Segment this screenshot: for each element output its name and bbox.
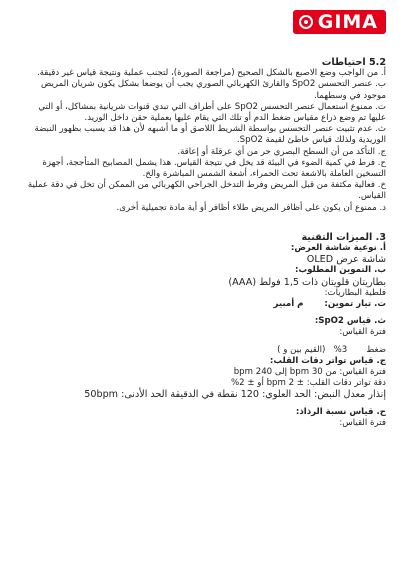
precaution-h: د. ممنوع أن يكون على أظافر المريض طلاء أظافر أو أية مادة تجميلية أخرى. <box>116 202 386 213</box>
display-type-value: شاشة عرض OLED <box>306 254 386 266</box>
pulse-alarm-upper: 120 نقطة في الدقيقة <box>170 389 260 401</box>
gima-logo <box>293 10 386 34</box>
heart-rate-range: فترة القياس: من 30 bpm إلى 240 bpm <box>233 367 386 378</box>
spo2-accuracy-value: 3% <box>333 344 348 355</box>
precaution-g: خ. فعالية مكثفة من قبل المريض وفرط التدخل الجراحي الكهربائي من الممكن أن تخل في دقة عملية القياس. <box>27 180 386 202</box>
precaution-c: ت. ممنوع استعمال عنصر التحسس SpO2 على أطراف التي تبدي قنوات شريانية بمشاكل، أو التي عليها تم وضع ذراع مقياس ضغط الدم أو تلك التي يقام عليها بعملية حقن داخل الوريد. <box>38 101 386 124</box>
precaution-f: ح. فرط في كمية الضوء في البيئة قد يخل في نتيجة القياس. هذا يشمل المصابيح المتأججة، أجهزة التسخين العاملة بالاشعة تحت الحمراء، أشعة الشمس المباشرة والخ. <box>42 157 386 180</box>
spo2-accuracy-row <box>26 345 386 356</box>
spo2-accuracy-note: (القيم بين و ) <box>277 344 326 355</box>
power-label: ب. التموين المطلوب: <box>295 265 386 276</box>
perfusion-range: فترة القياس: <box>339 417 386 428</box>
manual-page-content <box>26 54 386 429</box>
spo2-accuracy-prefix: ضغط <box>366 344 386 355</box>
power-capacity: فلطية البطاريات: <box>324 287 386 298</box>
pulse-alarm-row <box>26 389 386 400</box>
gima-logo-text: GIMA <box>317 11 378 33</box>
section-3-title: 3. الميزات التقنية <box>301 231 386 243</box>
pulse-alarm-prefix: إنذار معدل النبض: الحد العلوي: <box>262 389 386 401</box>
pulse-alarm-lower: 50bpm <box>84 389 119 401</box>
gima-logo-mark-icon <box>299 15 313 29</box>
perfusion-label: ح. قياس نسبة الرذاذ: <box>295 406 386 417</box>
spo2-range: فترة القياس: <box>339 327 386 338</box>
precaution-a: أ. من الواجب وضع الاصبع بالشكل الصحيح (مراجعة الصورة)، لتجنب عملية ونتيجة قياس غير دقيقة. <box>36 68 386 79</box>
pulse-alarm-lower-prefix: الحد الأدنى: <box>121 389 168 401</box>
current-row <box>26 299 386 310</box>
heart-rate-label: ج. قياس تواتر دقات القلب: <box>269 355 386 366</box>
section-5-2-title: 5.2 احتياطات <box>321 57 386 68</box>
heart-rate-accuracy: دقة تواتر دقات القلب: ± 2 bpm أو ± 2% <box>230 378 386 389</box>
precaution-b: ب. عنصر التحسس SpO2 والقارئ الكهربائي الصوري يجب أن يوضعا بشكل يكون شريان المريض موجود في وسطهما. <box>40 79 386 101</box>
current-label: ت. تيار تموين: <box>324 299 386 310</box>
display-type-label: أ. نوعية شاشة العرض: <box>290 243 386 254</box>
precaution-d: ث. عدم تثبيت عنصر التحسس بواسطة الشريط اللاصق أو ما أشبهه لأن هذا قد يسبب بظهور النبضة الوريدية ولذلك قياس خاطئ لقيمة SpO2. <box>34 124 386 146</box>
precaution-e: ج. التأكد من أن السطح البصري حر من أي عرقلة أو إعاقة. <box>177 146 386 157</box>
current-value: م أمبير <box>273 299 304 310</box>
section-spacer <box>26 214 386 229</box>
power-batteries: بطاريتان قلويتان ذات 1,5 فولط (AAA) <box>228 276 386 288</box>
spo2-label: ث. قياس SpO2: <box>314 316 386 327</box>
